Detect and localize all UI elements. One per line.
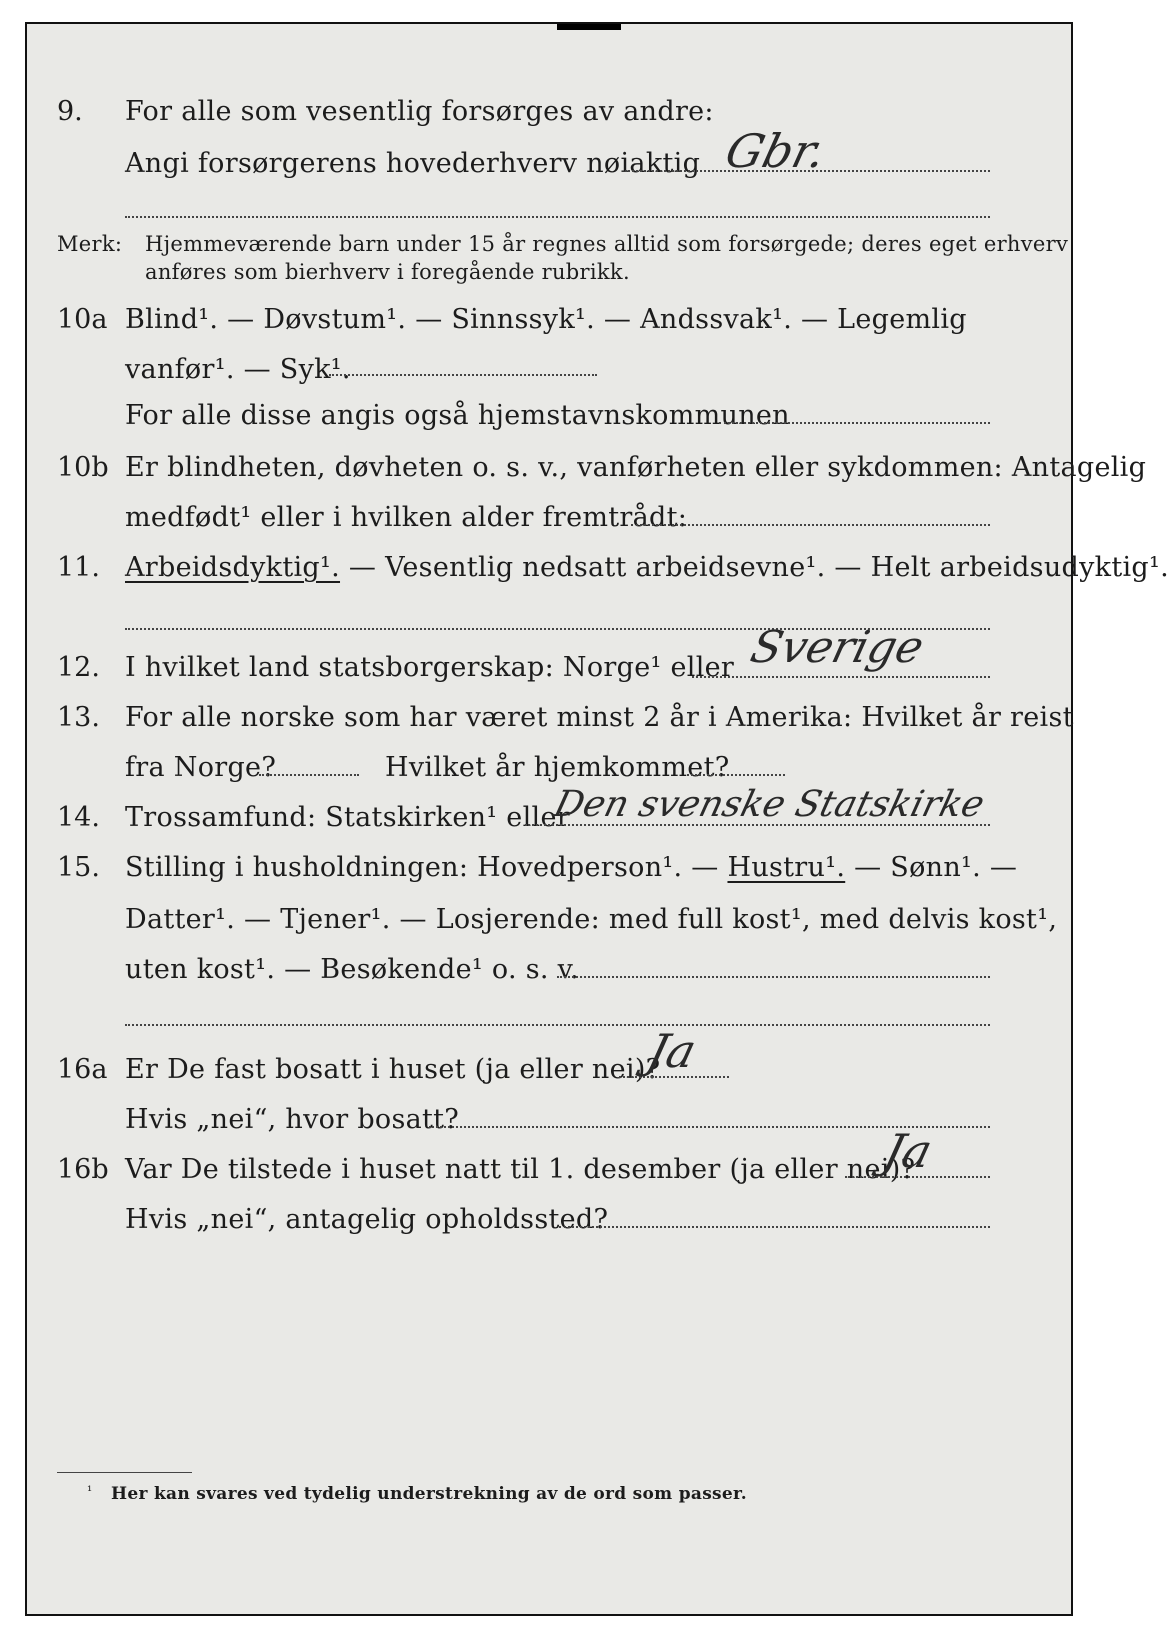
q15-answer-line [557, 976, 990, 978]
q9-handwritten-answer: Gbr. [720, 124, 832, 178]
scan-edge-mark [557, 24, 621, 30]
q10a-kommune-line [719, 422, 990, 424]
q11-selected-option: Arbeidsdyktig¹. [125, 552, 341, 583]
q10a-number: 10a [57, 304, 108, 335]
q10a-line1: Blind¹. — Døvstum¹. — Sinnssyk¹. — Andssvak¹. — Legemlig [125, 304, 967, 335]
q11-line [125, 552, 1169, 583]
q9-number: 9. [57, 96, 83, 127]
q15-line3: uten kost¹. — Besøkende¹ o. s. v. [125, 954, 579, 985]
q10a-syk-line [329, 374, 597, 376]
q15-line2: Datter¹. — Tjener¹. — Losjerende: med full kost¹, med delvis kost¹, [125, 904, 1058, 935]
q12-text: I hvilket land statsborgerskap: Norge¹ eller [125, 652, 735, 683]
q16b-opholdssted-line [559, 1226, 990, 1228]
q16b-line1: Var De tilstede i huset natt til 1. desember (ja eller nei)? [125, 1154, 916, 1185]
q11-rest: — Vesentlig nedsatt arbeidsevne¹. — Helt arbeidsudyktig¹. [348, 552, 1169, 583]
q15-line1a: Stilling i husholdningen: Hovedperson¹. — [125, 852, 719, 883]
q15-number: 15. [57, 852, 100, 883]
q15-selected-option: Hustru¹. [727, 852, 846, 883]
q9-line1: For alle som vesentlig forsørges av andre: [125, 96, 714, 127]
q12-number: 12. [57, 652, 100, 683]
q16a-line1: Er De fast bosatt i huset (ja eller nei)? [125, 1054, 661, 1085]
q15-line1 [125, 852, 1017, 883]
q10b-answer-line [631, 524, 990, 526]
merk-line2: anføres som bierhverv i foregående rubrikk. [145, 260, 630, 284]
q16a-line2: Hvis „nei“, hvor bosatt? [125, 1104, 460, 1135]
footnote-mark: ¹ [87, 1484, 93, 1499]
q13-hjemkommet-line [687, 774, 785, 776]
q9-extra-line [125, 216, 990, 218]
q12-handwritten-answer: Sverige [745, 622, 929, 673]
q12-answer-line [692, 676, 990, 678]
merk-line1: Hjemmeværende barn under 15 år regnes alltid som forsørgede; deres eget erhverv [145, 232, 1069, 256]
q10a-line2: vanfør¹. — Syk¹. [125, 354, 351, 385]
q11-number: 11. [57, 552, 100, 583]
q16a-handwritten-answer: Ja [642, 1024, 702, 1078]
q10a-line3: For alle disse angis også hjemstavnskommunen [125, 400, 790, 431]
merk-label: Merk: [57, 232, 123, 256]
footnote-text: Her kan svares ved tydelig understrekning av de ord som passer. [111, 1484, 747, 1504]
census-form-page [25, 22, 1169, 1616]
q14-handwritten-answer: Den svenske Statskirke [549, 784, 989, 825]
q16b-handwritten-answer: Ja [878, 1124, 938, 1178]
q16a-number: 16a [57, 1054, 108, 1085]
q14-number: 14. [57, 802, 100, 833]
q15-line1c: — Sønn¹. — [854, 852, 1018, 883]
q13-line2b: Hvilket år hjemkommet? [385, 752, 730, 783]
q13-reist-line [259, 774, 359, 776]
q9-line2: Angi forsørgerens hovederhverv nøiaktig [125, 148, 701, 179]
q16b-number: 16b [57, 1154, 109, 1185]
q13-line1: For alle norske som har været minst 2 år i Amerika: Hvilket år reist [125, 702, 1074, 733]
q10b-line2: medfødt¹ eller i hvilken alder fremtrådt: [125, 502, 688, 533]
q13-number: 13. [57, 702, 100, 733]
q13-line2a: fra Norge? [125, 752, 277, 783]
footnote-rule [57, 1472, 192, 1473]
q14-text: Trossamfund: Statskirken¹ eller [125, 802, 570, 833]
q10b-line1: Er blindheten, døvheten o. s. v., vanførheten eller sykdommen: Antagelig [125, 452, 1147, 483]
q15-extra-line [125, 1024, 990, 1026]
q10b-number: 10b [57, 452, 109, 483]
q16b-line2: Hvis „nei“, antagelig opholdssted? [125, 1204, 609, 1235]
